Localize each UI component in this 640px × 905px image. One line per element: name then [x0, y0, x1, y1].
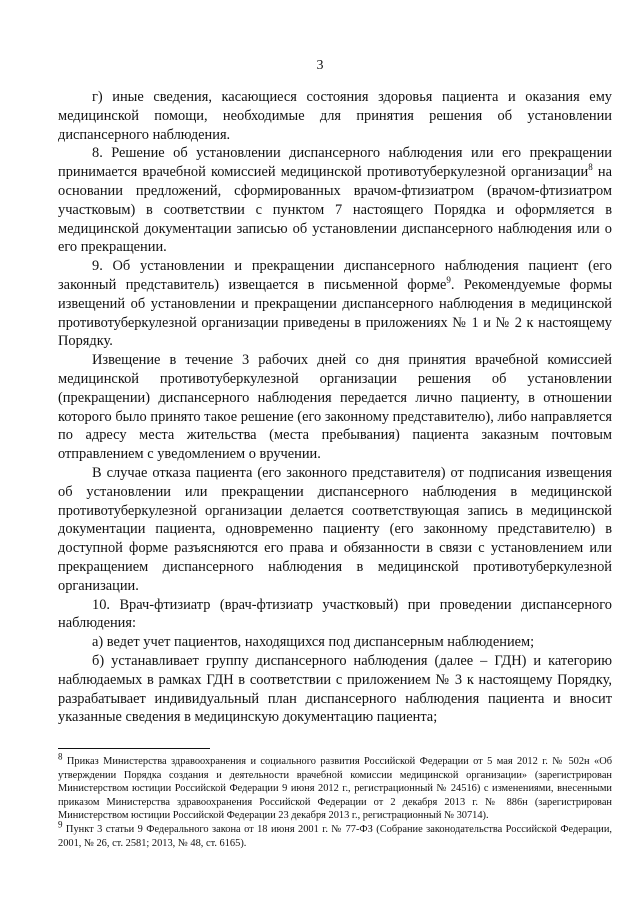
footnote-9: $^9$ Пункт 3 статьи 9 Федерального закона от 18 июня 2001 г. № 77-ФЗ (Собрание законодательства Российской Федерации, 2001, № 26, ст. 2581; 2013, № 48, ст. 6165). [58, 819, 612, 849]
footnote-ref-8: 8 [588, 162, 593, 173]
paragraph-item-b: б) устанавливает группу диспансерного наблюдения (далее – ГДН) и категорию наблюдаемых в рамках ГДН в соответствии с приложением № 3 к настоящему Порядку, разрабатывает индивидуальный план диспансерного наблюдения пациента и вносит указанные сведения в медицинскую документацию пациента; [58, 652, 612, 726]
paragraph-item-9: 9. Об установлении и прекращении диспансерного наблюдения пациент (его законный представитель) извещается в письменной форме$^9$. Рекомендуемые формы извещений об установлении и прекращении диспансерного наблюдения в медицинской противотуберкулезной организации приведены в приложениях № 1 и № 2 к настоящему Порядку. [58, 258, 612, 350]
paragraph-item-8: 8. Решение об установлении диспансерного наблюдения или его прекращении принимается врачебной комиссией медицинской противотуберкулезной организации$^8$ на основании предложений, сформированных врачом-фтизиатром (врачом-фтизиатром участковым) в соответствии с пунктом 7 настоящего Порядка и оформляется в медицинской документации записью об установлении диспансерного наблюдения или о его прекращении. [58, 145, 612, 256]
paragraph-item-10: 10. Врач-фтизиатр (врач-фтизиатр участковый) при проведении диспансерного наблюдения: [58, 596, 612, 632]
footnote-divider [58, 748, 210, 749]
footnote-ref-9: 9 [446, 275, 451, 286]
paragraph-notice: Извещение в течение 3 рабочих дней со дня принятия врачебной комиссией медицинской противотуберкулезной организации решения об установлении (прекращении) диспансерного наблюдения передается лично пациенту, в отношении которого было принято такое решение (его законному представителю), либо направляется по адресу места жительства (места пребывания) пациента заказным почтовым отправлением с уведомлением о вручении. [58, 352, 612, 463]
paragraph-item-a: а) ведет учет пациентов, находящихся под диспансерным наблюдением; [92, 634, 535, 651]
paragraph-refusal: В случае отказа пациента (его законного представителя) от подписания извещения об установлении или прекращении диспансерного наблюдения в медицинской противотуберкулезной организации делается соответствующая запись в медицинской документации пациента, одновременно пациенту (его законному представителю) в доступной форме разъясняются его права и обязанности в связи с установлением или прекращением диспансерного наблюдения в медицинской противотуберкулезной организации. [58, 464, 612, 594]
paragraph-item-g: г) иные сведения, касающиеся состояния здоровья пациента и оказания ему медицинской помощи, необходимые для принятия решения об установлении диспансерного наблюдения. [58, 89, 612, 143]
footnote-8: $^8$ Приказ Министерства здравоохранения и социального развития Российской Федерации от 5 мая 2012 г. № 502н «Об утверждении Порядка создания и деятельности врачебной комиссии медицинской организации» (зарегистрирован Министерством юстиции Российской Федерации 9 июня 2012 г., регистрационный № 24516) с изменениями, внесенными приказом Министерства здравоохранения Российской Федерации от 2 декабря 2013 г. № 886н (зарегистрирован Министерством юстиции Российской Федерации 23 декабря 2013 г., регистрационный № 30714). [58, 751, 612, 822]
document-body [58, 88, 612, 727]
page-number: 3 [316, 58, 324, 73]
footnotes [58, 751, 612, 850]
